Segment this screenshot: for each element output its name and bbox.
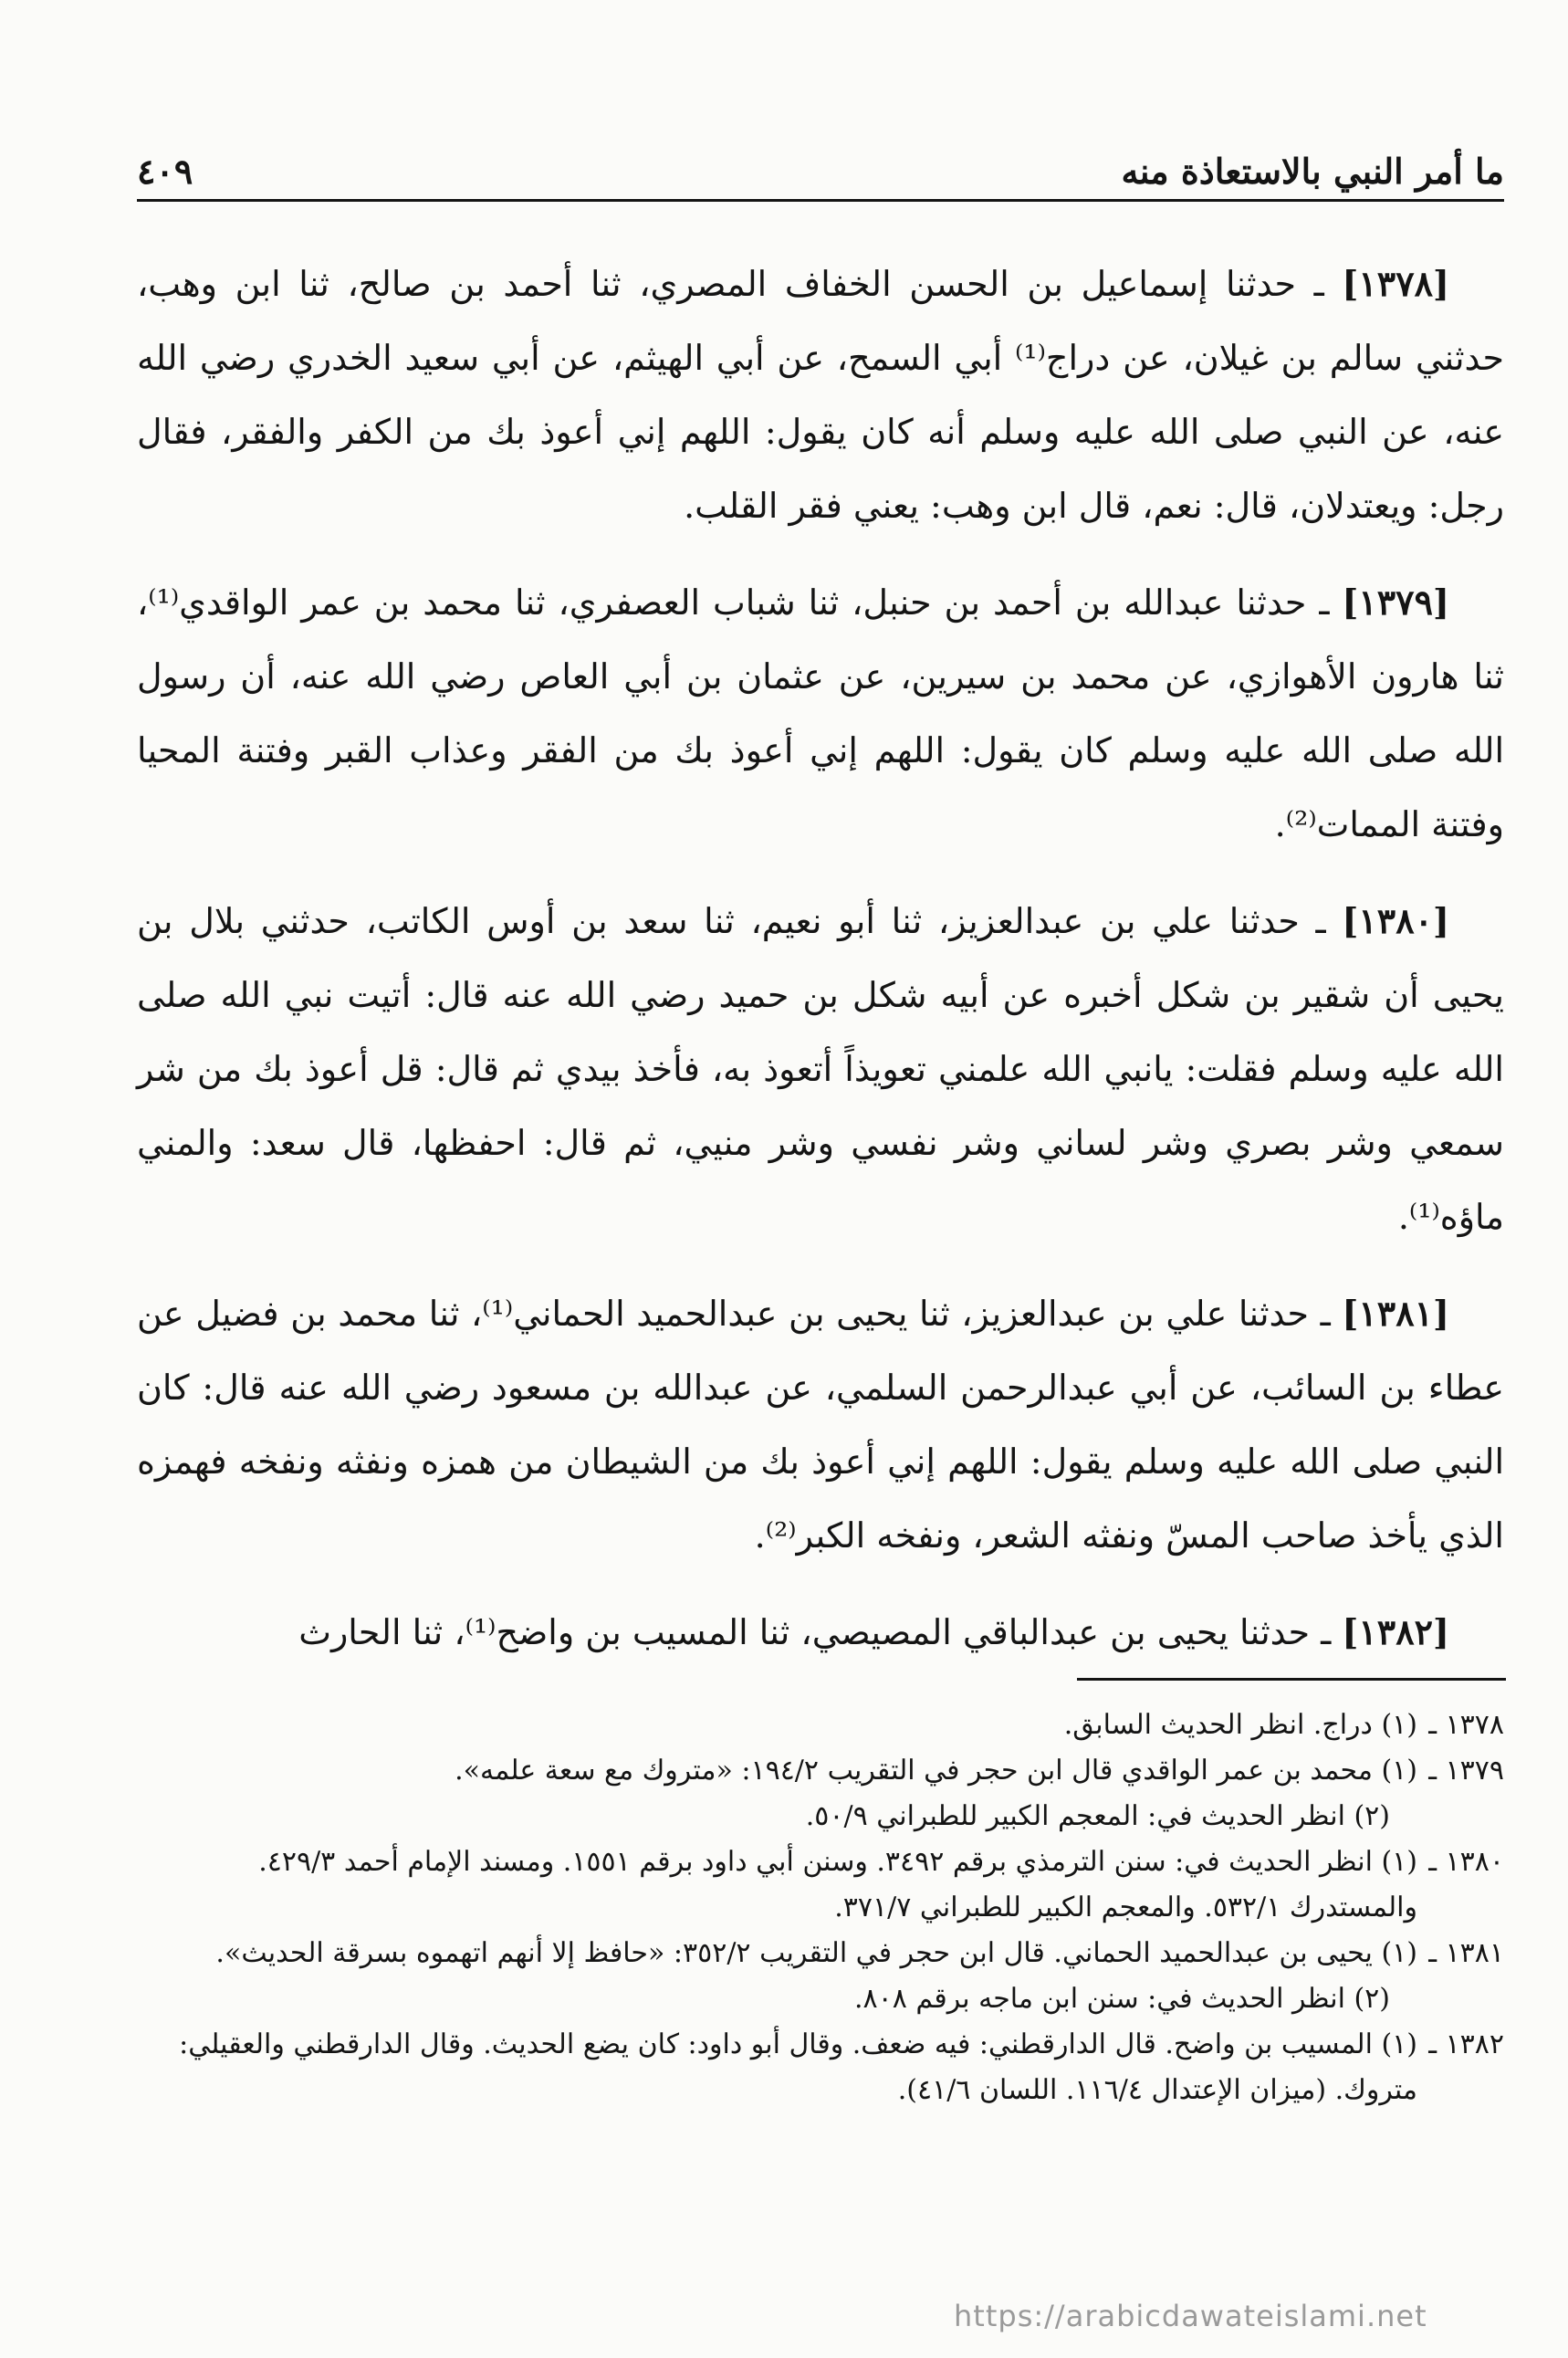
hadith-number: [١٣٧٩] xyxy=(1342,582,1449,623)
footnote-rule xyxy=(1077,1678,1506,1681)
footnote-line: (١) دراج. انظر الحديث السابق. xyxy=(1063,1709,1417,1741)
footnote-id: ١٣٨٠ ـ xyxy=(1428,1846,1504,1878)
hadith-text: ـ حدثنا علي بن عبدالعزيز، ثنا أبو نعيم، ثنا سعد بن أوس الكاتب، حدثني بلال بن يحيى أن شقير بن شكل أخبره عن أبيه شكل بن حميد رضي الله عنه قال: أتيت نبي الله صلى الله عليه وسلم فقلت: يانبي الله علمني تعويذاً أتعوذ به، فأخذ بيدي ثم قال: قل أعوذ بك من شر سمعي وشر بصري وشر لساني وشر نفسي وشر منيي، ثم قال: احفظها، قال سعد: والمني ماؤه⁽¹⁾. xyxy=(137,901,1504,1237)
footnote-line: (١) محمد بن عمر الواقدي قال ابن حجر في التقريب ١٩٤/٢: «متروك مع سعة علمه». xyxy=(455,1755,1417,1787)
footnote-line: (١) يحيى بن عبدالحميد الحماني. قال ابن حجر في التقريب ٣٥٢/٢: «حافظ إلا أنهم اتهموه بسرقة الحديث». xyxy=(215,1937,1417,1969)
hadith-paragraph xyxy=(137,884,1504,1254)
footnote-line: (٢) انظر الحديث في: المعجم الكبير للطبراني ٥٠/٩. xyxy=(805,1800,1390,1832)
header-rule xyxy=(137,199,1504,202)
footnote-line: (١) المسيب بن واضح. قال الدارقطني: فيه ضعف. وقال أبو داود: كان يضع الحديث. وقال الدارقطني والعقيلي: متروك. (ميزان الإعتدال ١١٦/٤. اللسان ٤١/٦). xyxy=(179,2028,1417,2106)
hadith-text: ـ حدثنا عبدالله بن أحمد بن حنبل، ثنا شباب العصفري، ثنا محمد بن عمر الواقدي⁽¹⁾، ثنا هارون الأهوازي، عن محمد بن سيرين، عن عثمان بن أبي العاص رضي الله عنه، أن رسول الله صلى الله عليه وسلم كان يقول: اللهم إني أعوذ بك من الفقر وعذاب القبر وفتنة المحيا وفتنة الممات⁽²⁾. xyxy=(137,582,1504,844)
hadith-number: [١٣٧٨] xyxy=(1342,263,1449,304)
running-title: ما أمر النبي بالاستعاذة منه xyxy=(1121,151,1504,192)
hadith-body xyxy=(137,246,1504,1692)
footnote-id: ١٣٨١ ـ xyxy=(1428,1937,1504,1969)
page-header xyxy=(137,119,1504,192)
footnote-id: ١٣٧٩ ـ xyxy=(1428,1755,1504,1787)
watermark-url: https://arabicdawateislami.net xyxy=(954,2299,1427,2333)
footnote-line: (٢) انظر الحديث في: سنن ابن ماجه برقم ٨٠٨. xyxy=(853,1983,1390,2015)
footnotes xyxy=(137,1703,1504,2113)
hadith-paragraph xyxy=(137,565,1504,862)
footnote-block xyxy=(137,1748,1504,1839)
footnote-id: ١٣٨٢ ـ xyxy=(1428,2028,1504,2060)
footnote-block xyxy=(137,1931,1504,2022)
hadith-text: ـ حدثنا علي بن عبدالعزيز، ثنا يحيى بن عبدالحميد الحماني⁽¹⁾، ثنا محمد بن فضيل عن عطاء بن السائب، عن أبي عبدالرحمن السلمي، عن عبدالله بن مسعود رضي الله عنه قال: كان النبي صلى الله عليه وسلم يقول: اللهم إني أعوذ بك من الشيطان من همزه ونفثه ونفخه فهمزه الذي يأخذ صاحب المسّ ونفثه الشعر، ونفخه الكبر⁽²⁾. xyxy=(137,1294,1504,1556)
hadith-text: ـ حدثنا يحيى بن عبدالباقي المصيصي، ثنا المسيب بن واضح⁽¹⁾، ثنا الحارث xyxy=(298,1612,1332,1652)
hadith-paragraph xyxy=(137,1595,1504,1670)
footnote-line: (١) انظر الحديث في: سنن الترمذي برقم ٣٤٩٢. وسنن أبي داود برقم ١٥٥١. ومسند الإمام أحمد ٤٢٩/٣. والمستدرك ٥٣٢/١. والمعجم الكبير للطبراني ٣٧١/٧. xyxy=(258,1846,1417,1923)
hadith-paragraph xyxy=(137,1276,1504,1573)
footnote-block xyxy=(137,2022,1504,2113)
page-number: ٤٠٩ xyxy=(137,151,193,192)
footnote-id: ١٣٧٨ ـ xyxy=(1428,1709,1504,1741)
hadith-number: [١٣٨٠] xyxy=(1342,900,1449,941)
footnote-block xyxy=(137,1839,1504,1931)
hadith-number: [١٣٨١] xyxy=(1342,1293,1449,1334)
footnote-block xyxy=(137,1703,1504,1748)
hadith-paragraph xyxy=(137,246,1504,543)
hadith-number: [١٣٨٢] xyxy=(1342,1611,1449,1652)
hadith-text: ـ حدثنا إسماعيل بن الحسن الخفاف المصري، ثنا أحمد بن صالح، ثنا ابن وهب، حدثني سالم بن غيلان، عن دراج⁽¹⁾ أبي السمح، عن أبي الهيثم، عن أبي سعيد الخدري رضي الله عنه، عن النبي صلى الله عليه وسلم أنه كان يقول: اللهم إني أعوذ بك من الكفر والفقر، فقال رجل: ويعتدلان، قال: نعم، قال ابن وهب: يعني فقر القلب. xyxy=(137,264,1504,526)
